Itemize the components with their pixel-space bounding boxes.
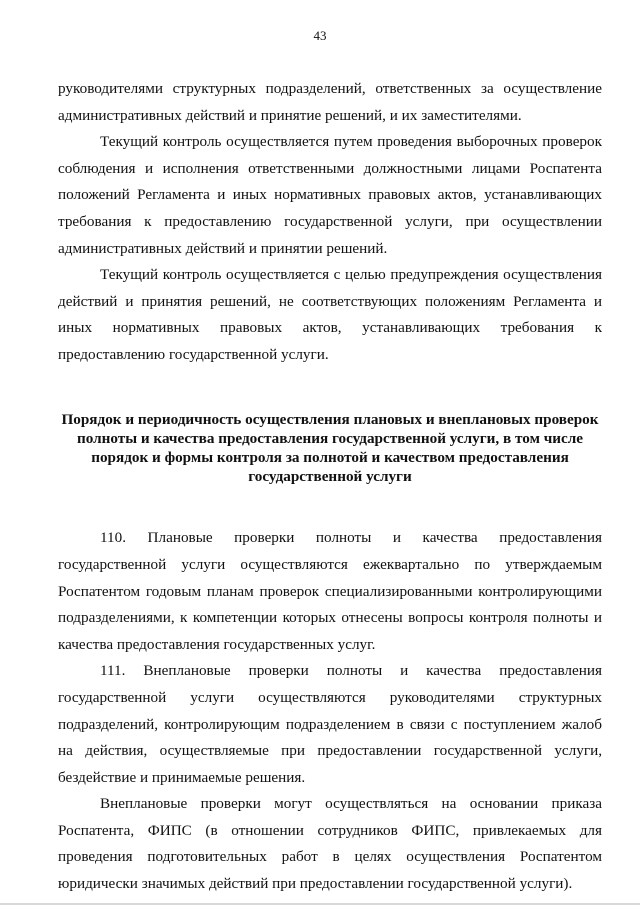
paragraph-current-control-method: Текущий контроль осуществляется путем проведения выборочных проверок соблюдения и исполнения ответственными должностными лицами Роспатента положений Регламента и иных нормативных правовых актов, устанавливающих требования к предоставлению государственной услуги, при осуществлении административных действий и принятии решений. xyxy=(58,133,602,257)
paragraph-continuation: руководителями структурных подразделений, ответственных за осуществление административных действий и принятие решений, и их заместителями. xyxy=(58,80,602,124)
section-heading xyxy=(58,410,602,487)
section-heading-line: государственной услуги xyxy=(248,468,412,486)
section-heading-line: порядок и формы контроля за полнотой и качеством предоставления xyxy=(91,448,569,466)
page-number: 43 xyxy=(313,28,327,43)
section-heading-line: Порядок и периодичность осуществления плановых и внеплановых проверок xyxy=(61,410,599,428)
document-body xyxy=(58,76,602,898)
paragraph-110: 110. Плановые проверки полноты и качества предоставления государственной услуги осуществляются ежеквартально по утверждаемым Роспатентом годовым планам проверок специализированными контролирующими подразделениями, к компетенции которых отнесены вопросы контроля полноты и качества предоставления государственных услуг. xyxy=(58,529,602,653)
paragraph-unscheduled-inspections: Внеплановые проверки могут осуществляться на основании приказа Роспатента, ФИПС (в отношении сотрудников ФИПС, привлекаемых для проведения подготовительных работ в целях осуществления Роспатентом юридически значимых действий при предоставлении государственной услуги). xyxy=(58,795,602,893)
paragraph-current-control-purpose: Текущий контроль осуществляется с целью предупреждения осуществления действий и принятия решений, не соответствующих положениям Регламента и иных нормативных правовых актов, устанавливающих требования к предоставлению государственной услуги. xyxy=(58,266,602,363)
section-heading-line: полноты и качества предоставления государственной услуги, в том числе xyxy=(76,429,584,447)
paragraph-111: 111. Внеплановые проверки полноты и качества предоставления государственной услуги осуществляются руководителями структурных подразделений, контролирующим подразделением в связи с поступлением жалоб на действия, осуществляемые при предоставлении государственной услуги, бездействие и принимаемые решения. xyxy=(58,662,602,786)
